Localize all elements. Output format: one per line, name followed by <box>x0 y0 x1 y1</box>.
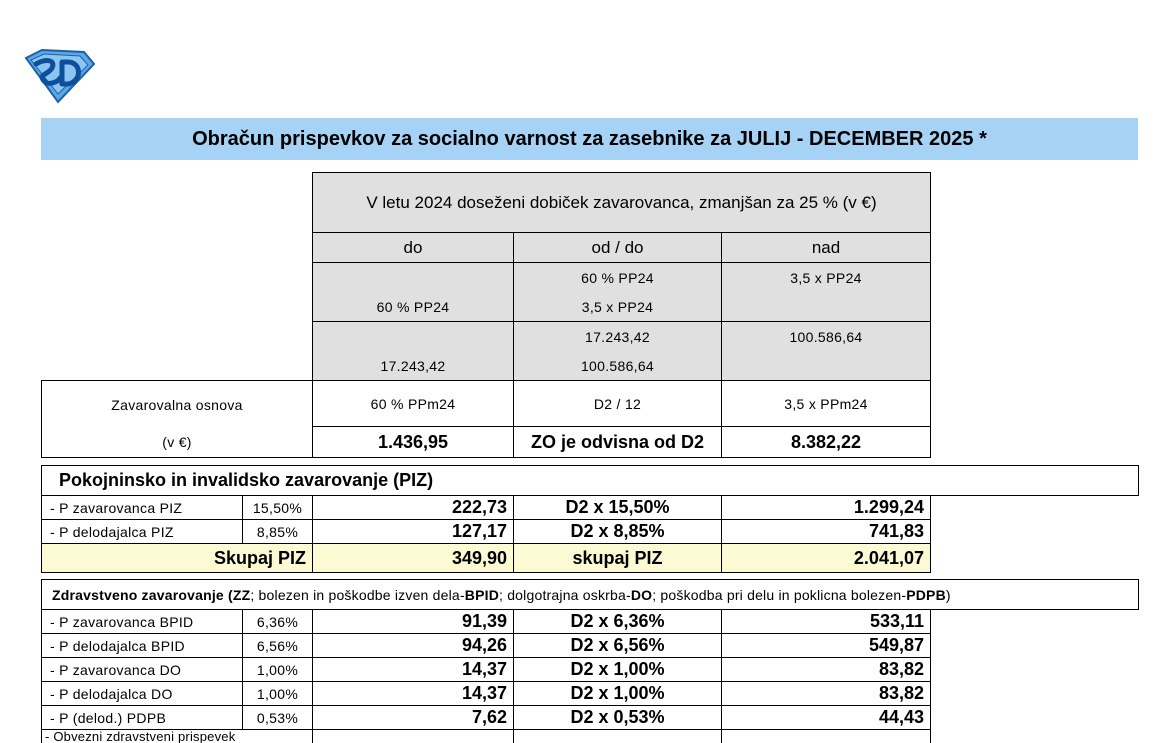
osnova-label-cell <box>41 380 313 458</box>
col-header-od-do: od / do <box>513 232 722 263</box>
zz-heading-text: ; dolgotrajna oskrba- <box>499 586 631 603</box>
zz-row-formula: D2 x 1,00% <box>513 657 722 682</box>
zz-row-rate: 1,00% <box>242 657 313 682</box>
zz-row-label: - P delodajalca BPID <box>41 633 243 658</box>
zz-heading-title: Zdravstveno zavarovanje (ZZ <box>52 586 251 603</box>
piz-row-rate: 8,85% <box>242 519 313 544</box>
zz-row-rate: 6,36% <box>242 609 313 634</box>
profit-caption: V letu 2024 doseženi dobiček zavarovanca, zmanjšan za 25 % (v €) <box>312 172 931 233</box>
zz-row-formula: D2 x 1,00% <box>513 681 722 706</box>
company-logo <box>22 48 96 104</box>
piz-row-formula: D2 x 8,85% <box>513 519 722 544</box>
page-title: Obračun prispevkov za socialno varnost za zasebnike za JULIJ - DECEMBER 2025 * <box>41 118 1138 160</box>
zz-row-nad: 44,43 <box>721 705 931 730</box>
range-nad-text: 3,5 x PP24 <box>790 270 862 286</box>
zz-row-rate: 6,56% <box>242 633 313 658</box>
zz-row-nad: 533,11 <box>721 609 931 634</box>
range-oddo-from: 60 % PP24 <box>581 270 654 286</box>
osnova-do-formula: 60 % PPm24 <box>312 380 514 427</box>
amount-oddo-cell <box>513 321 722 381</box>
osnova-unit: (v €) <box>162 434 192 450</box>
amount-do-text: 17.243,42 <box>380 358 446 374</box>
zz-row-rate: 1,00% <box>242 681 313 706</box>
range-do-text: 60 % PP24 <box>376 299 450 315</box>
piz-row-formula: D2 x 15,50% <box>513 495 722 520</box>
zz-heading-text: ; bolezen in poškodbe izven dela- <box>250 586 465 603</box>
zz-row-formula: D2 x 6,56% <box>513 633 722 658</box>
amount-oddo-to: 100.586,64 <box>580 358 655 374</box>
osnova-nad-value: 8.382,22 <box>721 426 931 458</box>
range-do-cell <box>312 262 514 322</box>
zz-partial-cell <box>513 729 722 743</box>
col-header-nad: nad <box>721 232 931 263</box>
amount-nad-cell <box>721 321 931 381</box>
zz-heading <box>41 579 1139 610</box>
piz-row-label: - P zavarovanca PIZ <box>41 495 243 520</box>
zz-partial-cell <box>312 729 514 743</box>
zz-row-label: - P zavarovanca DO <box>41 657 243 682</box>
zz-heading-abbr: BPID <box>464 586 500 603</box>
zz-partial-cell <box>721 729 931 743</box>
amount-nad-text: 100.586,64 <box>789 329 863 345</box>
zz-heading-text: ; poškodba pri delu in poklicna bolezen- <box>652 586 907 603</box>
piz-total-do: 349,90 <box>312 543 514 573</box>
zz-heading-text: ) <box>945 586 951 603</box>
piz-heading: Pokojninsko in invalidsko zavarovanje (PIZ) <box>41 465 1139 496</box>
piz-row-rate: 15,50% <box>242 495 313 520</box>
zz-row-label: - P zavarovanca BPID <box>41 609 243 634</box>
osnova-nad-formula: 3,5 x PPm24 <box>721 380 931 427</box>
osnova-oddo-value: ZO je odvisna od D2 <box>513 426 722 458</box>
zz-row-label: - P delodajalca DO <box>41 681 243 706</box>
zz-row-label: - P (delod.) PDPB <box>41 705 243 730</box>
amount-do-cell <box>312 321 514 381</box>
range-oddo-to: 3,5 x PP24 <box>581 299 654 315</box>
zz-row-rate: 0,53% <box>242 705 313 730</box>
zz-row-nad: 83,82 <box>721 657 931 682</box>
amount-oddo-from: 17.243,42 <box>585 329 650 345</box>
piz-row-nad: 1.299,24 <box>721 495 931 520</box>
piz-row-do: 222,73 <box>312 495 514 520</box>
piz-total-label: Skupaj PIZ <box>41 543 313 573</box>
piz-row-do: 127,17 <box>312 519 514 544</box>
col-header-do: do <box>312 232 514 263</box>
piz-total-nad: 2.041,07 <box>721 543 931 573</box>
zz-row-nad: 549,87 <box>721 633 931 658</box>
zz-row-do: 14,37 <box>312 657 514 682</box>
zz-row-do: 14,37 <box>312 681 514 706</box>
zz-heading-abbr: PDPB <box>906 586 946 603</box>
piz-total-formula: skupaj PIZ <box>513 543 722 573</box>
range-nad-cell <box>721 262 931 322</box>
zz-heading-abbr: DO <box>630 586 653 603</box>
range-oddo-cell <box>513 262 722 322</box>
zz-row-formula: D2 x 0,53% <box>513 705 722 730</box>
zz-row-do: 7,62 <box>312 705 514 730</box>
zz-partial-label: - Obvezni zdravstveni prispevek <box>45 729 236 743</box>
zz-row-do: 94,26 <box>312 633 514 658</box>
zz-row-do: 91,39 <box>312 609 514 634</box>
piz-row-nad: 741,83 <box>721 519 931 544</box>
zz-row-formula: D2 x 6,36% <box>513 609 722 634</box>
osnova-do-value: 1.436,95 <box>312 426 514 458</box>
zz-partial-row <box>41 729 313 743</box>
zz-row-nad: 83,82 <box>721 681 931 706</box>
piz-row-label: - P delodajalca PIZ <box>41 519 243 544</box>
osnova-oddo-formula: D2 / 12 <box>513 380 722 427</box>
osnova-label: Zavarovalna osnova <box>111 397 243 413</box>
